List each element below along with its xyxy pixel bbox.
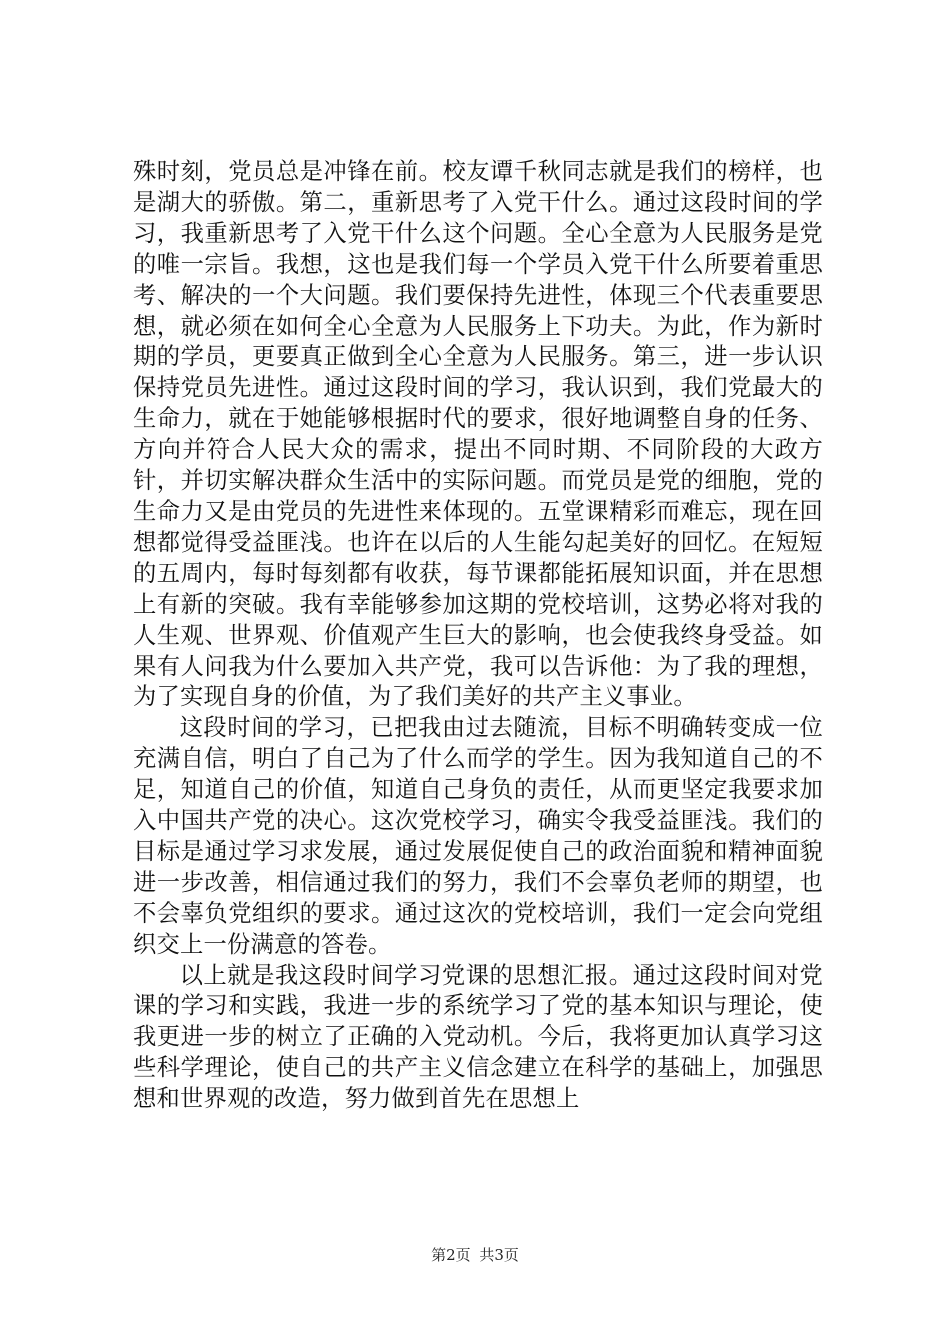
- paragraph-3: 以上就是我这段时间学习党课的思想汇报。通过这段时间对党课的学习和实践，我进一步的系统学习了党的基本知识与理论，使我更进一步的树立了正确的入党动机。今后，我将更加认真学习这些科学理论，使自己的共产主义信念建立在科学的基础上，加强思想和世界观的改造，努力做到首先在思想上: [133, 961, 823, 1113]
- document-body: [133, 157, 823, 1115]
- paragraph-1: 殊时刻，党员总是冲锋在前。校友谭千秋同志就是我们的榜样，也是湖大的骄傲。第二，重新思考了入党干什么。通过这段时间的学习，我重新思考了入党干什么这个问题。全心全意为人民服务是党的唯一宗旨。我想，这也是我们每一个学员入党干什么所要着重思考、解决的一个大问题。我们要保持先进性，体现三个代表重要思想，就必须在如何全心全意为人民服务上下功夫。为此，作为新时期的学员，更要真正做到全心全意为人民服务。第三，进一步认识保持党员先进性。通过这段时间的学习，我认识到，我们党最大的生命力，就在于她能够根据时代的要求，很好地调整自身的任务、方向并符合人民大众的需求，提出不同时期、不同阶段的大政方针，并切实解决群众生活中的实际问题。而党员是党的细胞，党的生命力又是由党员的先进性来体现的。五堂课精彩而难忘，现在回想都觉得受益匪浅。也许在以后的人生能勾起美好的回忆。在短短的五周内，每时每刻都有收获，每节课都能拓展知识面，并在思想上有新的突破。我有幸能够参加这期的党校培训，这势必将对我的人生观、世界观、价值观产生巨大的影响，也会使我终身受益。如果有人问我为什么要加入共产党，我可以告诉他：为了我的理想，为了实现自身的价值，为了我们美好的共产主义事业。: [133, 158, 823, 711]
- paragraph-2: 这段时间的学习，已把我由过去随流，目标不明确转变成一位充满自信，明白了自己为了什么而学的学生。因为我知道自己的不足，知道自己的价值，知道自己身负的责任，从而更坚定我要求加入中国共产党的决心。这次党校学习，确实令我受益匪浅。我们的目标是通过学习求发展，通过发展促使自己的政治面貌和精神面貌进一步改善，相信通过我们的努力，我们不会辜负老师的期望，也不会辜负党组织的要求。通过这次的党校培训，我们一定会向党组织交上一份满意的答卷。: [133, 714, 823, 958]
- page-number: 第2页: [431, 1246, 471, 1264]
- page-footer: [0, 1245, 950, 1265]
- page-total: 共3页: [479, 1246, 519, 1264]
